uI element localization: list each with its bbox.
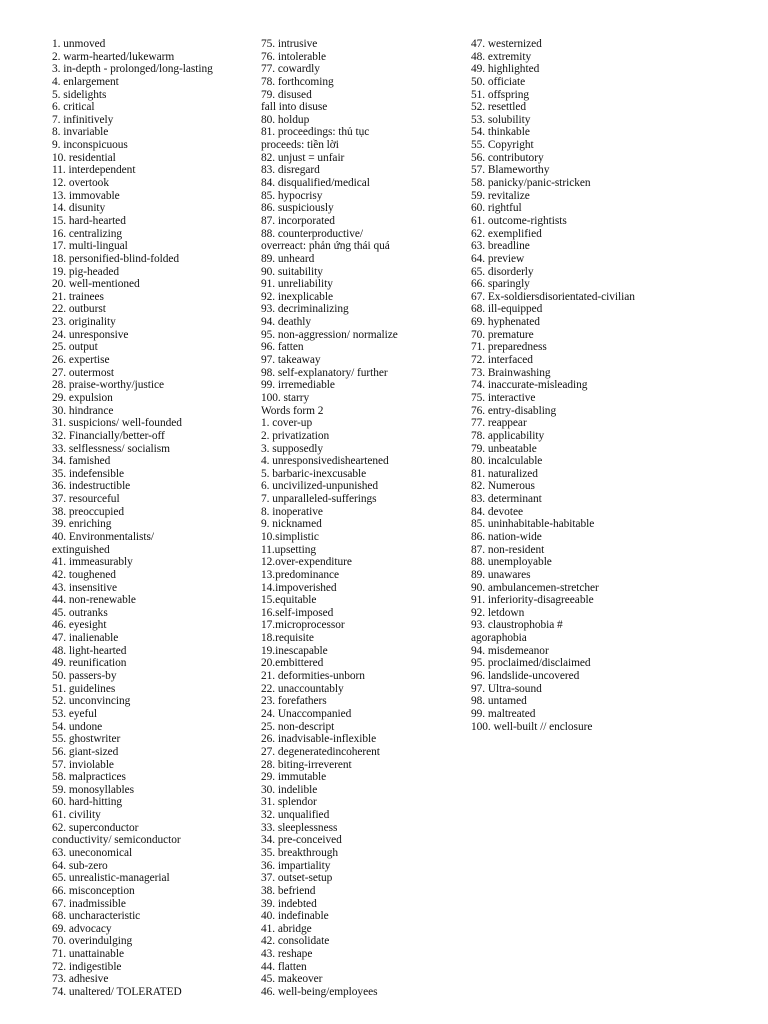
list-item: 60. hard-hitting — [52, 796, 123, 809]
list-item: 47. westernized — [471, 38, 542, 50]
list-item: 29. expulsion — [52, 391, 113, 404]
list-item: 17. multi-lingual — [52, 240, 128, 253]
list-item: 13.predominance — [261, 568, 340, 581]
list-item: 66. sparingly — [471, 278, 530, 291]
list-item: 49. reunification — [52, 657, 127, 670]
list-item: 82. unjust = unfair — [261, 151, 345, 164]
list-item: 21. deformities-unborn — [261, 670, 365, 683]
list-item: extinguished — [52, 543, 110, 556]
list-item: 67. inadmissible — [52, 897, 126, 910]
list-item: 42. consolidate — [261, 935, 330, 948]
list-item: 87. non-resident — [471, 543, 545, 556]
list-item: 23. originality — [52, 316, 116, 329]
list-item: 44. non-renewable — [52, 594, 136, 607]
list-item: 53. eyeful — [52, 707, 98, 720]
list-item: 53. solubility — [471, 113, 531, 126]
list-item: 93. decriminalizing — [261, 303, 349, 316]
list-item: 11.upsetting — [261, 543, 316, 556]
list-item: 27. degeneratedincoherent — [261, 745, 380, 758]
list-item: 33. sleeplessness — [261, 821, 338, 834]
list-item: 59. monosyllables — [52, 783, 135, 796]
list-item: 60. rightful — [471, 202, 522, 215]
list-item: 16. centralizing — [52, 227, 123, 240]
list-item: 96. landslide-uncovered — [471, 670, 580, 683]
list-item: 86. suspiciously — [261, 202, 334, 215]
list-item: 26. expertise — [52, 354, 110, 367]
list-item: 61. civility — [52, 809, 101, 822]
list-item: 43. reshape — [261, 948, 313, 961]
list-item: 100. starry — [261, 391, 310, 404]
list-item: 94. misdemeanor — [471, 644, 549, 657]
list-item: 1. unmoved — [52, 38, 106, 50]
list-item: 68. ill-equipped — [471, 303, 543, 316]
list-item: 56. contributory — [471, 151, 544, 164]
list-item: agoraphobia — [471, 632, 527, 645]
list-item: 85. uninhabitable-habitable — [471, 518, 595, 531]
list-item: 62. exemplified — [471, 227, 542, 240]
list-item: 97. takeaway — [261, 354, 321, 367]
list-item: 94. deathly — [261, 316, 312, 329]
list-item: 2. warm-hearted/lukewarm — [52, 50, 175, 63]
list-item: 14. disunity — [52, 202, 106, 215]
list-item: 73. adhesive — [52, 973, 109, 986]
list-item: 42. toughened — [52, 568, 116, 581]
list-item: 69. advocacy — [52, 922, 112, 935]
list-item: 43. insensitive — [52, 581, 118, 594]
list-item: 99. maltreated — [471, 707, 536, 720]
list-item: 41. abridge — [261, 922, 312, 935]
list-item: 95. non-aggression/ normalize — [261, 328, 398, 341]
list-item: 20.embittered — [261, 657, 324, 670]
list-item: 16.self-imposed — [261, 606, 334, 619]
list-item: 80. incalculable — [471, 455, 543, 468]
list-item: 85. hypocrisy — [261, 189, 323, 202]
list-item: 34. famished — [52, 455, 111, 468]
list-item: 2. privatization — [261, 429, 330, 442]
list-item: 29. immutable — [261, 771, 327, 784]
list-item: 90. ambulancemen-stretcher — [471, 581, 599, 594]
list-item: conductivity/ semiconductor — [52, 834, 181, 847]
list-item: 97. Ultra-sound — [471, 682, 542, 695]
list-item: 87. incorporated — [261, 214, 335, 227]
list-item: 89. unawares — [471, 568, 531, 581]
list-item: 8. invariable — [52, 126, 109, 139]
list-item: 40. Environmentalists/ — [52, 530, 155, 543]
list-item: 75. intrusive — [261, 38, 318, 50]
list-item: 20. well-mentioned — [52, 278, 140, 291]
list-item: 64. preview — [471, 252, 525, 265]
list-item: 19.inescapable — [261, 644, 328, 657]
list-item: 44. flatten — [261, 960, 307, 973]
list-item: 5. barbaric-inexcusable — [261, 467, 367, 480]
list-item: 58. panicky/panic-stricken — [471, 177, 591, 190]
list-item: 65. unrealistic-managerial — [52, 872, 170, 885]
list-item: 25. non-descript — [261, 720, 335, 733]
list-item: 30. indelible — [261, 783, 318, 796]
list-item: 45. makeover — [261, 973, 323, 986]
list-item: 91. inferiority-disagreeable — [471, 594, 594, 607]
list-item: 99. irremediable — [261, 379, 335, 392]
list-item: 38. befriend — [261, 884, 316, 897]
list-item: 86. nation-wide — [471, 530, 542, 543]
list-item: 32. Financially/better-off — [52, 429, 165, 442]
column-2 — [261, 38, 466, 999]
list-item: 36. impartiality — [261, 859, 331, 872]
list-item: 78. forthcoming — [261, 75, 334, 88]
list-item: 59. revitalize — [471, 189, 530, 202]
list-item: 96. fatten — [261, 341, 304, 354]
list-item: 50. officiate — [471, 75, 526, 88]
list-item: fall into disuse — [261, 101, 328, 114]
list-item: 88. counterproductive/ — [261, 227, 364, 240]
list-item: 23. forefathers — [261, 695, 327, 708]
list-item: 19. pig-headed — [52, 265, 119, 278]
list-item: 52. unconvincing — [52, 695, 131, 708]
list-item: 72. interfaced — [471, 354, 533, 367]
list-item: 57. inviolable — [52, 758, 114, 771]
list-item: 3. in-depth - prolonged/long-lasting — [52, 63, 213, 76]
list-item: 83. determinant — [471, 493, 542, 506]
list-item: 63. uneconomical — [52, 847, 133, 859]
list-item: 15. hard-hearted — [52, 214, 126, 227]
list-item: 39. enriching — [52, 518, 112, 531]
list-item: 71. preparedness — [471, 341, 547, 354]
list-item: 48. light-hearted — [52, 644, 127, 657]
list-item: 34. pre-conceived — [261, 834, 342, 847]
list-item: 7. unparalleled-sufferings — [261, 493, 377, 506]
list-item: 70. overindulging — [52, 935, 133, 948]
list-item: 36. indestructible — [52, 480, 131, 493]
list-item: 38. preoccupied — [52, 505, 124, 518]
list-item: 54. thinkable — [471, 126, 530, 139]
list-item: 93. claustrophobia # — [471, 619, 563, 632]
list-item: 65. disorderly — [471, 265, 534, 278]
list-item: 51. offspring — [471, 88, 529, 101]
list-item: 55. ghostwriter — [52, 733, 121, 746]
list-item: 84. devotee — [471, 505, 523, 518]
list-item: 51. guidelines — [52, 682, 116, 695]
list-item: 56. giant-sized — [52, 745, 119, 758]
list-item: 41. immeasurably — [52, 556, 133, 569]
list-item: 31. splendor — [261, 796, 317, 809]
list-item: 78. applicability — [471, 429, 545, 442]
list-item: 77. cowardly — [261, 63, 320, 76]
list-item: 26. inadvisable-inflexible — [261, 733, 377, 746]
list-item: 90. suitability — [261, 265, 323, 278]
list-item: proceeds: tiền lời — [261, 139, 339, 152]
list-item: 21. trainees — [52, 290, 104, 303]
list-item: 8. inoperative — [261, 505, 323, 518]
list-item: 50. passers-by — [52, 670, 117, 683]
list-item: 14.impoverished — [261, 581, 337, 594]
list-item: 80. holdup — [261, 113, 310, 126]
list-item: 74. inaccurate-misleading — [471, 379, 588, 392]
column-1 — [52, 38, 252, 999]
list-item: 55. Copyright — [471, 139, 534, 152]
list-item: 77. reappear — [471, 417, 527, 430]
list-item: 37. resourceful — [52, 493, 120, 506]
list-item: 63. breadline — [471, 240, 530, 253]
list-item: 39. indebted — [261, 897, 317, 910]
list-item: 6. uncivilized-unpunished — [261, 480, 379, 493]
list-item: 92. inexplicable — [261, 290, 333, 303]
list-item: 52. resettled — [471, 101, 527, 114]
list-item: 40. indefinable — [261, 910, 329, 923]
list-item: 62. superconductor — [52, 821, 139, 834]
list-item: 75. interactive — [471, 391, 536, 404]
list-item: 35. breakthrough — [261, 847, 339, 859]
list-item: 25. output — [52, 341, 98, 354]
list-item: 10. residential — [52, 151, 116, 164]
list-item: 22. outburst — [52, 303, 106, 316]
list-item: 10.simplistic — [261, 530, 319, 543]
list-item: 30. hindrance — [52, 404, 114, 417]
list-item: 100. well-built // enclosure — [471, 720, 593, 733]
list-item: 7. infinitively — [52, 113, 114, 126]
list-item: 69. hyphenated — [471, 316, 540, 329]
list-item: 89. unheard — [261, 252, 315, 265]
list-item: 58. malpractices — [52, 771, 126, 784]
list-item: 9. inconspicuous — [52, 139, 128, 152]
list-item: 13. immovable — [52, 189, 120, 202]
list-item: 91. unreliability — [261, 278, 333, 291]
list-item: Words form 2 — [261, 404, 324, 417]
list-item: 9. nicknamed — [261, 518, 322, 531]
list-item: 76. entry-disabling — [471, 404, 557, 417]
list-item: 28. biting-irreverent — [261, 758, 352, 771]
list-item: 72. indigestible — [52, 960, 122, 973]
list-item: 46. well-being/employees — [261, 986, 378, 999]
list-item: 3. supposedly — [261, 442, 323, 455]
list-item: 46. eyesight — [52, 619, 107, 632]
list-item: 37. outset-setup — [261, 872, 333, 885]
list-item: 81. naturalized — [471, 467, 538, 480]
list-item: 12. overtook — [52, 177, 109, 190]
list-item: 5. sidelights — [52, 88, 107, 101]
list-item: 48. extremity — [471, 50, 532, 63]
list-item: 47. inalienable — [52, 632, 119, 645]
list-item: 11. interdependent — [52, 164, 136, 177]
list-item: 35. indefensible — [52, 467, 124, 480]
list-item: 57. Blameworthy — [471, 164, 550, 177]
list-item: 22. unaccountably — [261, 682, 344, 695]
list-item: 98. self-explanatory/ further — [261, 366, 388, 379]
list-item: 45. outranks — [52, 606, 108, 619]
list-item: 49. highlighted — [471, 63, 540, 76]
list-item: 18. personified-blind-folded — [52, 252, 180, 265]
list-item: 95. proclaimed/disclaimed — [471, 657, 591, 670]
list-item: 24. Unaccompanied — [261, 707, 352, 720]
list-item: 67. Ex-soldiersdisorientated-civilian — [471, 290, 635, 303]
list-item: 79. disused — [261, 88, 312, 101]
list-item: 28. praise-worthy/justice — [52, 379, 164, 392]
list-item: 64. sub-zero — [52, 859, 108, 872]
list-item: 73. Brainwashing — [471, 366, 551, 379]
list-item: 31. suspicions/ well-founded — [52, 417, 182, 430]
list-item: 4. unresponsivedisheartened — [261, 455, 389, 468]
list-item: overreact: phản ứng thái quá — [261, 240, 390, 253]
list-item: 98. untamed — [471, 695, 527, 708]
list-item: 76. intolerable — [261, 50, 327, 63]
list-item: 92. letdown — [471, 606, 525, 619]
list-item: 82. Numerous — [471, 480, 535, 493]
list-item: 15.equitable — [261, 594, 317, 607]
list-item: 32. unqualified — [261, 809, 330, 822]
list-item: 33. selflessness/ socialism — [52, 442, 170, 455]
list-item: 17.microprocessor — [261, 619, 345, 632]
list-item: 70. premature — [471, 328, 534, 341]
list-item: 54. undone — [52, 720, 103, 733]
list-item: 84. disqualified/medical — [261, 177, 370, 190]
list-item: 68. uncharacteristic — [52, 910, 141, 923]
list-item: 71. unattainable — [52, 948, 124, 961]
list-item: 88. unemployable — [471, 556, 552, 569]
list-item: 66. misconception — [52, 884, 135, 897]
list-item: 61. outcome-rightists — [471, 214, 567, 227]
list-item: 18.requisite — [261, 632, 314, 645]
list-item: 12.over-expenditure — [261, 556, 352, 569]
list-item: 6. critical — [52, 101, 95, 114]
column-3 — [471, 38, 671, 733]
list-item: 24. unresponsive — [52, 328, 129, 341]
list-item: 4. enlargement — [52, 75, 119, 88]
list-item: 83. disregard — [261, 164, 320, 177]
list-item: 74. unaltered/ TOLERATED — [52, 986, 182, 999]
list-item: 27. outermost — [52, 366, 114, 379]
list-item: 81. proceedings: thủ tục — [261, 126, 370, 139]
list-item: 79. unbeatable — [471, 442, 537, 455]
list-item: 1. cover-up — [261, 417, 313, 430]
